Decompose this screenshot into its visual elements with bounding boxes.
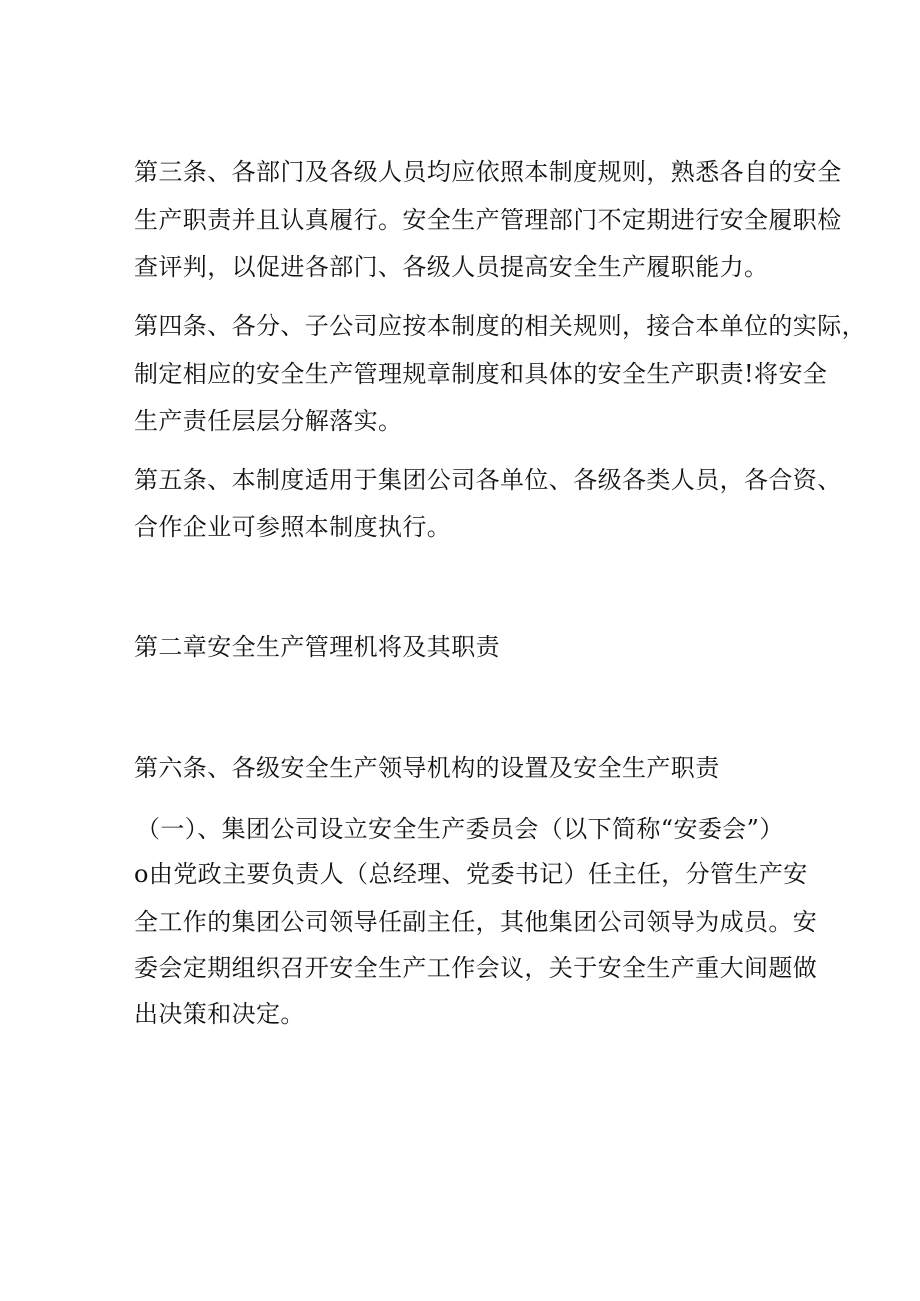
clause-1-line-2: o由党政主要负责人（总经理、党委书记）任主任，分管生产安 (134, 860, 808, 888)
article-4-line-3: 生产责任层层分解落实。 (134, 407, 403, 435)
clause-1-line-1: （一）、集团公司设立安全生产委员会（以下简称“安委会”） (136, 815, 784, 843)
article-4-line-2: 制定相应的安全生产管理规章制度和具体的安全生产职责!将安全 (134, 360, 828, 388)
clause-1-line-4: 委会定期组织召开安全生产工作会议，关于安全生产重大间题做 (134, 954, 818, 982)
article-4-line-1: 第四条、各分、子公司应按本制度的相关规则，接合本单位的实际， (134, 312, 866, 340)
clause-1-line-5: 出决策和决定。 (134, 1000, 305, 1028)
article-3-line-3: 查评判，以促进各部门、各级人员提高安全生产履职能力。 (134, 253, 769, 281)
article-5-line-1: 第五条、本制度适用于集团公司各单位、各级各类人员，各合资、 (134, 466, 842, 494)
article-3-line-2: 生产职责并且认真履行。安全生产管理部门不定期进行安全履职检 (134, 206, 842, 234)
clause-1-line-3: 全工作的集团公司领导任副主任，其他集团公司领导为成员。安 (134, 908, 818, 936)
article-5-line-2: 合作企业可参照本制度执行。 (134, 513, 452, 541)
article-6-title: 第六条、各级安全生产领导机构的设置及安全生产职责 (134, 754, 720, 782)
article-3-line-1: 第三条、各部门及各级人员均应依照本制度规则，熟悉各自的安全 (134, 158, 842, 186)
chapter-2-title: 第二章安全生产管理机将及其职责 (134, 633, 500, 661)
